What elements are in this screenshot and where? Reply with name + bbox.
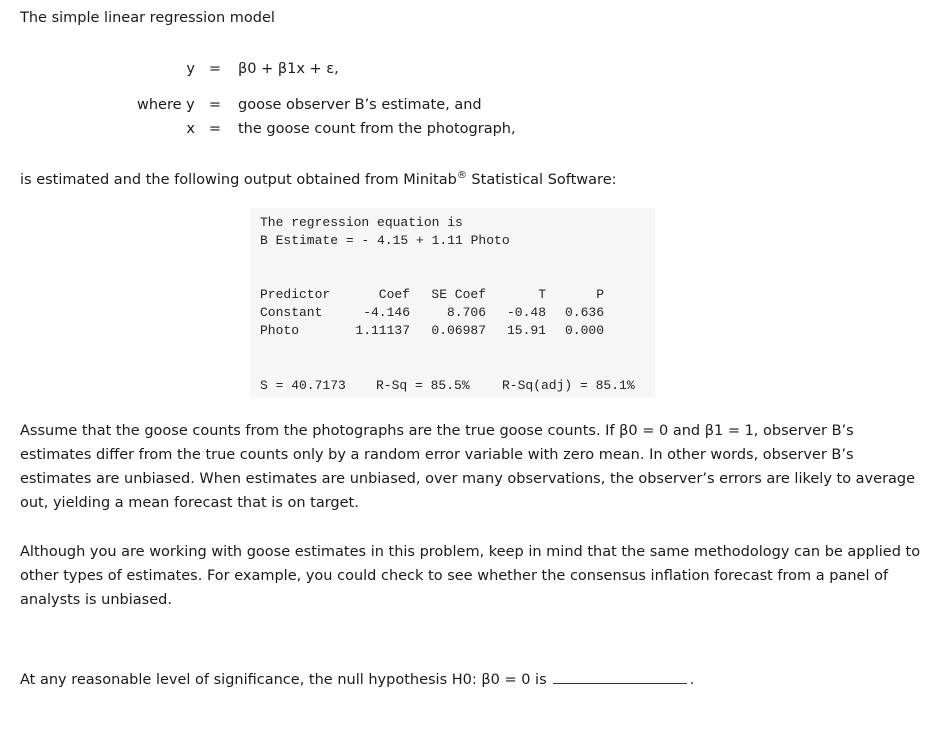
s-statistic: S = 40.7173 — [260, 378, 346, 393]
question-line — [20, 669, 694, 688]
intro-text-after: Statistical Software: — [466, 172, 617, 188]
model-equals: = — [208, 61, 222, 77]
table-header-t: T — [538, 287, 546, 302]
table-cell-constant-t: -0.48 — [506, 305, 546, 320]
y-definition: goose observer B’s estimate, and — [238, 97, 482, 113]
table-cell-photo-predictor: Photo — [260, 323, 300, 338]
table-cell-photo-t: 15.91 — [506, 323, 546, 338]
table-header-se-coef: SE Coef — [431, 287, 486, 302]
paragraph-methodology: Although you are working with goose estimates in this problem, keep in mind that the same methodology can be applied to other types of estimates. For example, you could check to see whether the consensus inflation forecast from a panel of analysts is unbiased. — [20, 544, 921, 608]
table-cell-photo-coef: 1.11137 — [355, 323, 410, 338]
model-lhs: y — [186, 61, 195, 77]
model-rhs: β0 + β1x + ε, — [238, 61, 339, 77]
table-header-predictor: Predictor — [260, 287, 331, 302]
regression-equation: B Estimate = - 4.15 + 1.11 Photo — [260, 233, 510, 248]
table-cell-photo-se-coef: 0.06987 — [431, 323, 486, 338]
table-cell-constant-p: 0.636 — [564, 305, 604, 320]
equation-header: The regression equation is — [260, 215, 463, 230]
x-label: x — [186, 121, 195, 137]
r-sq-statistic: R-Sq = 85.5% — [376, 378, 470, 393]
table-cell-constant-predictor: Constant — [260, 305, 323, 320]
question-text: At any reasonable level of significance, the null hypothesis H0: β0 = 0 is — [20, 672, 547, 688]
x-definition: the goose count from the photograph, — [238, 121, 516, 137]
registered-mark: ® — [456, 170, 467, 181]
answer-blank[interactable] — [553, 669, 687, 684]
x-equals: = — [208, 121, 222, 137]
heading: The simple linear regression model — [20, 10, 275, 26]
where-y-label: where y — [137, 97, 195, 113]
intro-text — [20, 170, 617, 188]
table-cell-constant-coef: -4.146 — [363, 305, 410, 320]
where-y-equals: = — [208, 97, 222, 113]
question-end-punct: . — [689, 672, 695, 688]
paragraph-unbiased: Assume that the goose counts from the photographs are the true goose counts. If β0 = 0 and β1 = 1, observer B’s estimates differ from the true counts only by a random error variable with zero mean. In other words, observer B’s estimates are unbiased. When estimates are unbiased, over many observations, the observer’s errors are likely to average out, yielding a mean forecast that is on target. — [20, 423, 916, 511]
table-header-p: P — [596, 287, 604, 302]
intro-text-before: is estimated and the following output obtained from Minitab — [20, 172, 457, 188]
r-sq-adj-statistic: R-Sq(adj) = 85.1% — [502, 378, 635, 393]
table-cell-photo-p: 0.000 — [564, 323, 604, 338]
table-header-coef: Coef — [378, 287, 410, 302]
table-cell-constant-se-coef: 8.706 — [446, 305, 486, 320]
